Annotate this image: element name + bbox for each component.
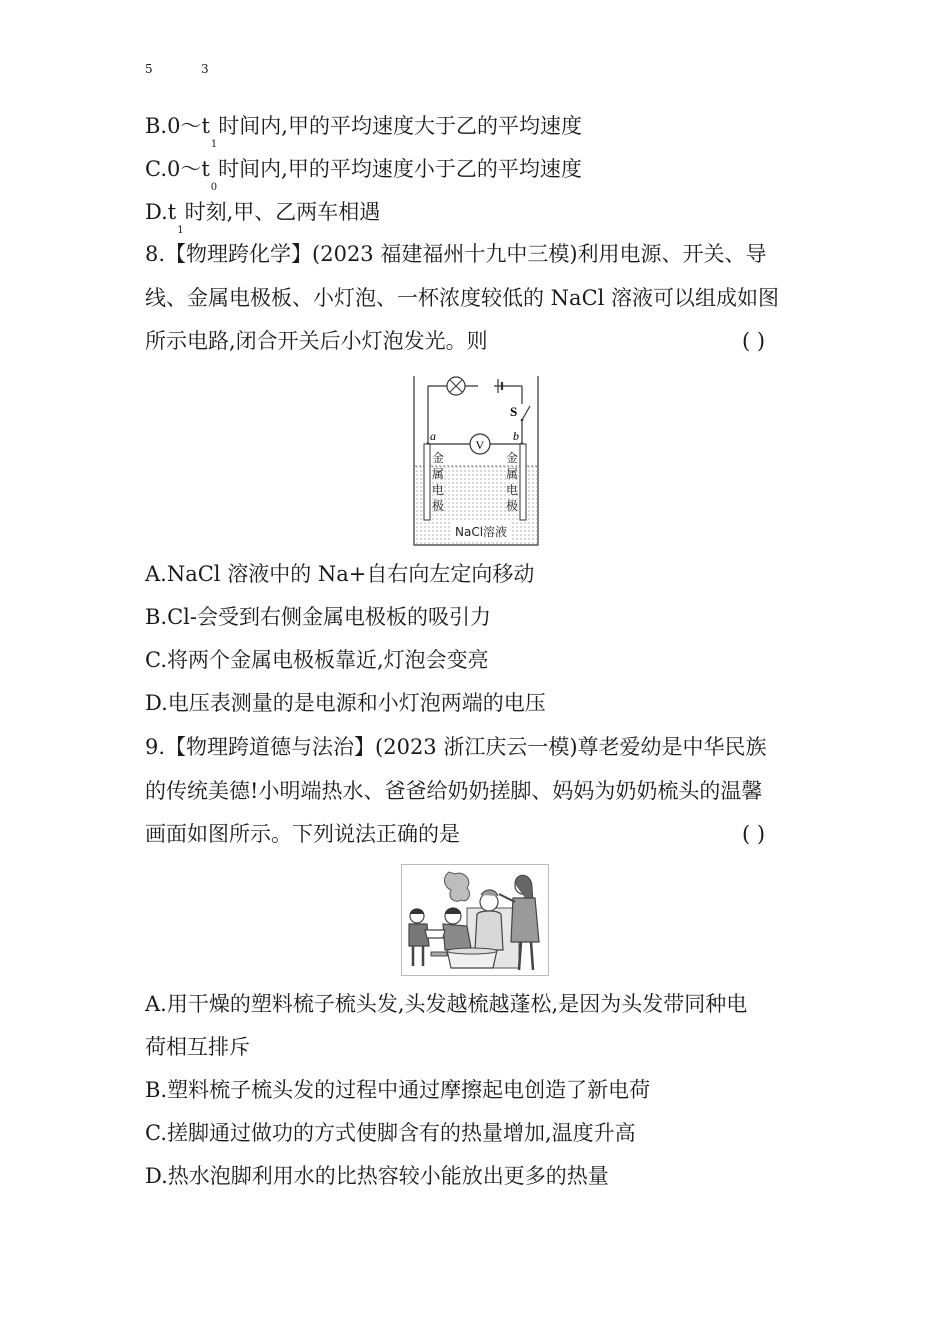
q9-option-b: B.塑料梳子梳头发的过程中通过摩擦起电创造了新电荷 [145, 1078, 651, 1102]
q7-option-c-sub: 0 [210, 182, 218, 193]
left-plate-char-2: 属 [432, 467, 445, 481]
left-electrode [424, 444, 430, 520]
q8-stem-line1: 8.【物理跨化学】(2023 福建福州十九中三模)利用电源、开关、导 [145, 242, 767, 266]
q9-family-illustration [401, 864, 549, 976]
q8-stem-line2: 线、金属电极板、小灯泡、一杯浓度较低的 NaCl 溶液可以组成如图 [145, 286, 780, 310]
solution-label: NaCl溶液 [455, 525, 508, 539]
switch-icon [521, 406, 530, 421]
q7-option-d-text: 时刻,甲、乙两车相遇 [184, 200, 381, 224]
q7-option-d-pre: D.t [145, 200, 177, 224]
dad-body [443, 924, 471, 950]
q7-option-b-pre: B.0～t [145, 114, 210, 138]
q7-option-b [145, 112, 582, 150]
bulb-icon [447, 377, 465, 395]
q7-option-b-sub: 1 [210, 139, 218, 150]
q7-option-c-text: 时间内,甲的平均速度小于乙的平均速度 [218, 157, 582, 181]
right-electrode [520, 444, 526, 520]
left-plate-char-3: 电 [432, 483, 445, 497]
q9-stem-line2: 的传统美德!小明端热水、爸爸给奶奶搓脚、妈妈为奶奶梳头的温馨 [145, 779, 763, 803]
right-plate-char-4: 极 [506, 499, 519, 513]
q9-option-a: A.用干燥的塑料梳子梳头发,头发越梳越蓬松,是因为头发带同种电 [145, 992, 748, 1016]
page-fragment-left: 5 [145, 62, 153, 76]
mom-body [511, 898, 539, 942]
q7-option-d [145, 198, 381, 236]
left-plate-char-4: 极 [432, 499, 445, 513]
q9-option-a-cont: 荷相互排斥 [145, 1035, 250, 1059]
point-a-label: a [430, 429, 436, 443]
right-plate-char-1: 金 [506, 451, 519, 465]
q8-option-d: D.电压表测量的是电源和小灯泡两端的电压 [145, 691, 546, 715]
voltmeter-icon [470, 434, 490, 454]
q7-option-c-pre: C.0～t [145, 157, 210, 181]
q8-option-a: A.NaCl 溶液中的 Na+自右向左定向移动 [145, 562, 535, 586]
q8-option-b: B.Cl-会受到右侧金属电极板的吸引力 [145, 605, 491, 629]
q9-option-d: D.热水泡脚利用水的比热容较小能放出更多的热量 [145, 1164, 609, 1188]
q9-option-c: C.搓脚通过做功的方式使脚含有的热量增加,温度升高 [145, 1121, 636, 1145]
left-plate-char-1: 金 [432, 451, 445, 465]
water-bowl [425, 930, 445, 938]
switch-label: S [510, 404, 518, 419]
q8-option-c: C.将两个金属电极板靠近,灯泡会变亮 [145, 648, 489, 672]
q9-stem-line1: 9.【物理跨道德与法治】(2023 浙江庆云一模)尊老爱幼是中华民族 [145, 735, 767, 759]
right-plate-char-3: 电 [506, 483, 519, 497]
q9-answer-blank: ( ) [742, 822, 766, 846]
q9-stem-line3: 画面如图所示。下列说法正确的是 [145, 822, 460, 846]
q8-answer-blank: ( ) [742, 329, 766, 353]
q8-circuit-figure [412, 374, 540, 548]
grandma-body [475, 911, 503, 950]
page-fragment-right: 3 [201, 62, 209, 76]
q8-stem-line3: 所示电路,闭合开关后小灯泡发光。则 [145, 329, 488, 353]
q7-option-d-sub: 1 [177, 225, 184, 236]
point-b-label: b [513, 429, 519, 443]
voltmeter-label: V [475, 438, 485, 452]
q7-option-b-text: 时间内,甲的平均速度大于乙的平均速度 [218, 114, 582, 138]
q7-option-c [145, 155, 582, 193]
right-plate-char-2: 属 [506, 467, 519, 481]
